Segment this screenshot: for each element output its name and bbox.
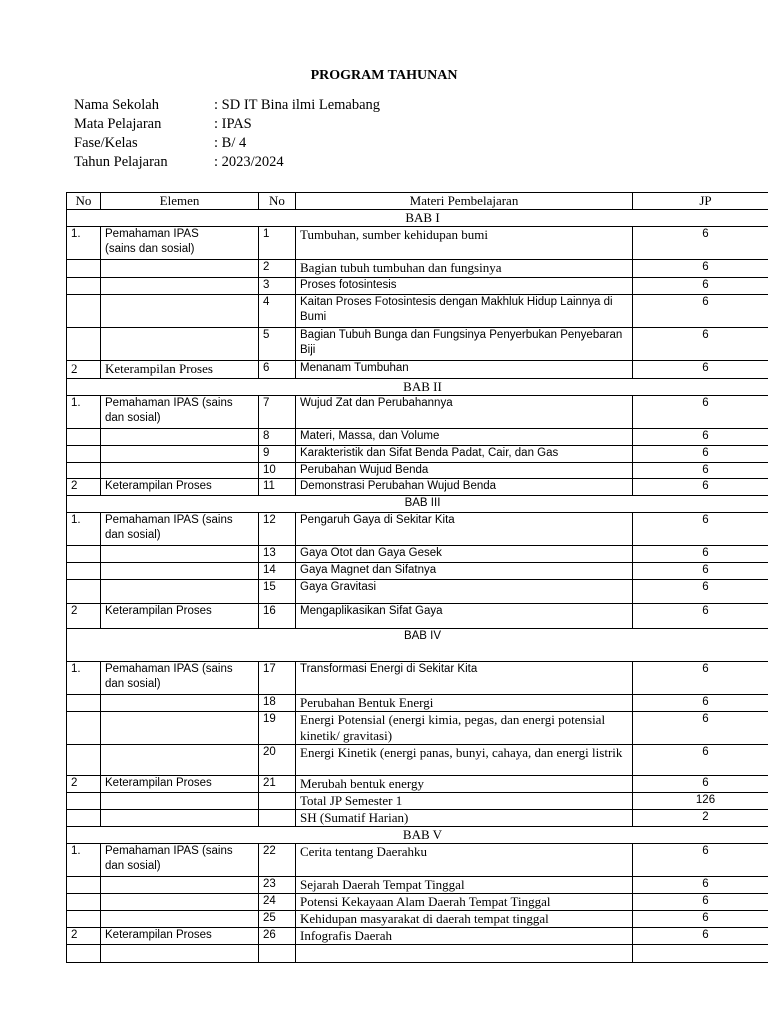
cell-jp: 6	[633, 278, 768, 295]
cell-materi-no: 8	[259, 429, 296, 446]
cell-no	[67, 563, 101, 580]
cell-elemen	[101, 745, 259, 776]
info-row-subject	[74, 115, 380, 134]
page-title: PROGRAM TAHUNAN	[310, 68, 458, 83]
cell-materi-no: 26	[259, 928, 296, 945]
cell-jp	[633, 945, 768, 963]
cell-materi: Energi Potensial (energi kimia, pegas, dan energi potensial kinetik/ gravitasi)	[296, 712, 633, 745]
cell-elemen: Pemahaman IPAS (sains dan sosial)	[101, 513, 259, 546]
cell-elemen	[101, 945, 259, 963]
cell-jp: 6	[633, 877, 768, 894]
document-info	[74, 96, 380, 172]
cell-materi-no: 22	[259, 844, 296, 877]
cell-materi: Karakteristik dan Sifat Benda Padat, Cair, dan Gas	[296, 446, 633, 463]
chapter-row	[67, 827, 768, 844]
cell-jp: 6	[633, 429, 768, 446]
cell-jp: 6	[633, 227, 768, 260]
cell-jp: 6	[633, 546, 768, 563]
chapter-title: BAB IV	[67, 629, 768, 662]
info-label: Nama Sekolah	[74, 97, 159, 113]
cell-materi: Infografis Daerah	[296, 928, 633, 945]
cell-jp: 6	[633, 463, 768, 479]
cell-materi-no: 18	[259, 695, 296, 712]
cell-materi-no: 20	[259, 745, 296, 776]
chapter-title: BAB I	[67, 210, 768, 227]
table-row	[67, 563, 768, 580]
cell-jp: 6	[633, 894, 768, 911]
cell-materi: Demonstrasi Perubahan Wujud Benda	[296, 479, 633, 496]
cell-materi: Proses fotosintesis	[296, 278, 633, 295]
table-row	[67, 295, 768, 328]
table-row	[67, 604, 768, 629]
cell-materi: Kehidupan masyarakat di daerah tempat tinggal	[296, 911, 633, 928]
cell-elemen	[101, 877, 259, 894]
table-row	[67, 328, 768, 361]
cell-materi-no: 21	[259, 776, 296, 793]
cell-elemen	[101, 446, 259, 463]
info-row-year	[74, 153, 380, 172]
cell-elemen: Pemahaman IPAS (sains dan sosial)	[101, 844, 259, 877]
cell-materi: Tumbuhan, sumber kehidupan bumi	[296, 227, 633, 260]
cell-materi-no: 12	[259, 513, 296, 546]
table-row	[67, 695, 768, 712]
cell-elemen: Pemahaman IPAS (sains dan sosial)	[101, 227, 259, 260]
table-row	[67, 945, 768, 963]
cell-elemen	[101, 260, 259, 278]
cell-materi: Gaya Magnet dan Sifatnya	[296, 563, 633, 580]
cell-materi: Wujud Zat dan Perubahannya	[296, 396, 633, 429]
cell-materi: Gaya Otot dan Gaya Gesek	[296, 546, 633, 563]
cell-no	[67, 911, 101, 928]
chapter-title: BAB II	[67, 379, 768, 396]
cell-elemen: Keterampilan Proses	[101, 361, 259, 379]
cell-jp: 6	[633, 295, 768, 328]
cell-elemen	[101, 911, 259, 928]
cell-elemen	[101, 695, 259, 712]
chapter-row	[67, 210, 768, 227]
table-row	[67, 745, 768, 776]
cell-materi-no: 3	[259, 278, 296, 295]
table-row	[67, 793, 768, 810]
cell-elemen: Pemahaman IPAS (sains dan sosial)	[101, 396, 259, 429]
cell-no	[67, 278, 101, 295]
cell-elemen	[101, 894, 259, 911]
cell-no	[67, 810, 101, 827]
cell-materi-no	[259, 793, 296, 810]
cell-no	[67, 446, 101, 463]
cell-no	[67, 695, 101, 712]
table-row	[67, 446, 768, 463]
info-row-school	[74, 96, 380, 115]
cell-jp: 6	[633, 563, 768, 580]
cell-materi: Gaya Gravitasi	[296, 580, 633, 604]
cell-no: 2	[67, 776, 101, 793]
table-row	[67, 928, 768, 945]
cell-materi: Potensi Kekayaan Alam Daerah Tempat Tinggal	[296, 894, 633, 911]
info-label: Tahun Pelajaran	[74, 154, 168, 170]
cell-jp: 6	[633, 745, 768, 776]
cell-elemen	[101, 546, 259, 563]
cell-materi: Perubahan Wujud Benda	[296, 463, 633, 479]
table-row	[67, 894, 768, 911]
cell-materi: Mengaplikasikan Sifat Gaya	[296, 604, 633, 629]
table-row	[67, 429, 768, 446]
cell-jp: 6	[633, 695, 768, 712]
cell-materi-no: 1	[259, 227, 296, 260]
cell-materi: Cerita tentang Daerahku	[296, 844, 633, 877]
cell-no	[67, 295, 101, 328]
cell-materi-no: 4	[259, 295, 296, 328]
cell-elemen: Keterampilan Proses	[101, 604, 259, 629]
table-header	[67, 193, 768, 210]
cell-materi-no: 7	[259, 396, 296, 429]
cell-materi: SH (Sumatif Harian)	[296, 810, 633, 827]
cell-no	[67, 580, 101, 604]
cell-materi-no: 5	[259, 328, 296, 361]
cell-no	[67, 546, 101, 563]
table-row	[67, 580, 768, 604]
cell-materi-no: 19	[259, 712, 296, 745]
cell-materi-no: 24	[259, 894, 296, 911]
cell-jp: 6	[633, 844, 768, 877]
cell-jp: 6	[633, 928, 768, 945]
cell-elemen	[101, 295, 259, 328]
cell-elemen	[101, 278, 259, 295]
cell-materi: Total JP Semester 1	[296, 793, 633, 810]
cell-no: 2	[67, 479, 101, 496]
chapter-title: BAB III	[67, 496, 768, 513]
cell-materi-no: 17	[259, 662, 296, 695]
table-row	[67, 911, 768, 928]
cell-jp: 6	[633, 396, 768, 429]
cell-elemen: Keterampilan Proses	[101, 928, 259, 945]
cell-no	[67, 945, 101, 963]
cell-materi-no: 10	[259, 463, 296, 479]
header-elemen: Elemen	[101, 193, 259, 210]
cell-jp: 6	[633, 712, 768, 745]
chapter-row	[67, 629, 768, 662]
cell-jp: 6	[633, 479, 768, 496]
cell-materi: Kaitan Proses Fotosintesis dengan Makhluk Hidup Lainnya di Bumi	[296, 295, 633, 328]
cell-materi: Transformasi Energi di Sekitar Kita	[296, 662, 633, 695]
cell-no	[67, 463, 101, 479]
info-value: : SD IT Bina ilmi Lemabang	[214, 97, 381, 113]
cell-elemen	[101, 712, 259, 745]
cell-jp: 6	[633, 604, 768, 629]
cell-no: 1.	[67, 513, 101, 546]
cell-elemen	[101, 328, 259, 361]
cell-no	[67, 745, 101, 776]
cell-jp: 6	[633, 662, 768, 695]
info-value: : IPAS	[214, 116, 252, 132]
table-row	[67, 278, 768, 295]
cell-materi-no: 2	[259, 260, 296, 278]
cell-jp: 6	[633, 260, 768, 278]
cell-materi-no: 13	[259, 546, 296, 563]
cell-jp: 2	[633, 810, 768, 827]
cell-materi: Materi, Massa, dan Volume	[296, 429, 633, 446]
cell-materi-no: 9	[259, 446, 296, 463]
info-value: : B/ 4	[214, 135, 247, 151]
cell-elemen	[101, 429, 259, 446]
cell-materi-no: 11	[259, 479, 296, 496]
cell-materi: Bagian tubuh tumbuhan dan fungsinya	[296, 260, 633, 278]
table-row	[67, 227, 768, 260]
cell-jp: 6	[633, 361, 768, 379]
cell-jp: 6	[633, 328, 768, 361]
cell-materi: Merubah bentuk energy	[296, 776, 633, 793]
cell-elemen	[101, 580, 259, 604]
cell-jp: 6	[633, 911, 768, 928]
cell-jp: 6	[633, 513, 768, 546]
info-row-class	[74, 134, 380, 153]
cell-no: 1.	[67, 227, 101, 260]
cell-no	[67, 712, 101, 745]
chapter-row	[67, 496, 768, 513]
cell-no: 2	[67, 928, 101, 945]
table-row	[67, 361, 768, 379]
table-row	[67, 479, 768, 496]
cell-materi-no: 15	[259, 580, 296, 604]
cell-no: 2	[67, 361, 101, 379]
cell-elemen: Keterampilan Proses	[101, 479, 259, 496]
cell-jp: 6	[633, 776, 768, 793]
cell-elemen	[101, 463, 259, 479]
cell-materi: Pengaruh Gaya di Sekitar Kita	[296, 513, 633, 546]
cell-materi-no	[259, 810, 296, 827]
cell-materi	[296, 945, 633, 963]
table-row	[67, 776, 768, 793]
cell-elemen	[101, 563, 259, 580]
info-label: Mata Pelajaran	[74, 116, 162, 132]
cell-jp: 126	[633, 793, 768, 810]
cell-no	[67, 328, 101, 361]
info-value: : 2023/2024	[214, 154, 284, 170]
table-row	[67, 260, 768, 278]
cell-materi: Energi Kinetik (energi panas, bunyi, cahaya, dan energi listrik	[296, 745, 633, 776]
table-row	[67, 810, 768, 827]
table-row	[67, 396, 768, 429]
table-row	[67, 513, 768, 546]
cell-no: 2	[67, 604, 101, 629]
cell-no	[67, 260, 101, 278]
header-materi: Materi Pembelajaran	[296, 193, 633, 210]
cell-materi: Bagian Tubuh Bunga dan Fungsinya Penyerbukan Penyebaran Biji	[296, 328, 633, 361]
cell-no: 1.	[67, 844, 101, 877]
cell-no	[67, 793, 101, 810]
cell-materi: Sejarah Daerah Tempat Tinggal	[296, 877, 633, 894]
cell-materi-no: 14	[259, 563, 296, 580]
cell-elemen: Keterampilan Proses	[101, 776, 259, 793]
table-row	[67, 877, 768, 894]
table-row	[67, 546, 768, 563]
cell-no	[67, 877, 101, 894]
cell-materi-no	[259, 945, 296, 963]
cell-materi-no: 16	[259, 604, 296, 629]
cell-no	[67, 894, 101, 911]
cell-elemen	[101, 810, 259, 827]
cell-materi-no: 23	[259, 877, 296, 894]
header-jp: JP	[633, 193, 768, 210]
chapter-title: BAB V	[67, 827, 768, 844]
info-label: Fase/Kelas	[74, 135, 138, 151]
cell-materi-no: 25	[259, 911, 296, 928]
chapter-row	[67, 379, 768, 396]
cell-jp: 6	[633, 580, 768, 604]
cell-no	[67, 429, 101, 446]
cell-materi: Menanam Tumbuhan	[296, 361, 633, 379]
header-no2: No	[259, 193, 296, 210]
cell-no: 1.	[67, 396, 101, 429]
cell-elemen: Pemahaman IPAS (sains dan sosial)	[101, 662, 259, 695]
table-row	[67, 662, 768, 695]
cell-materi-no: 6	[259, 361, 296, 379]
table-body	[67, 210, 768, 963]
table-row	[67, 844, 768, 877]
table-row	[67, 712, 768, 745]
cell-materi: Perubahan Bentuk Energi	[296, 695, 633, 712]
cell-no: 1.	[67, 662, 101, 695]
header-no: No	[67, 193, 101, 210]
cell-elemen	[101, 793, 259, 810]
program-table	[66, 192, 768, 963]
table-row	[67, 463, 768, 479]
cell-jp: 6	[633, 446, 768, 463]
